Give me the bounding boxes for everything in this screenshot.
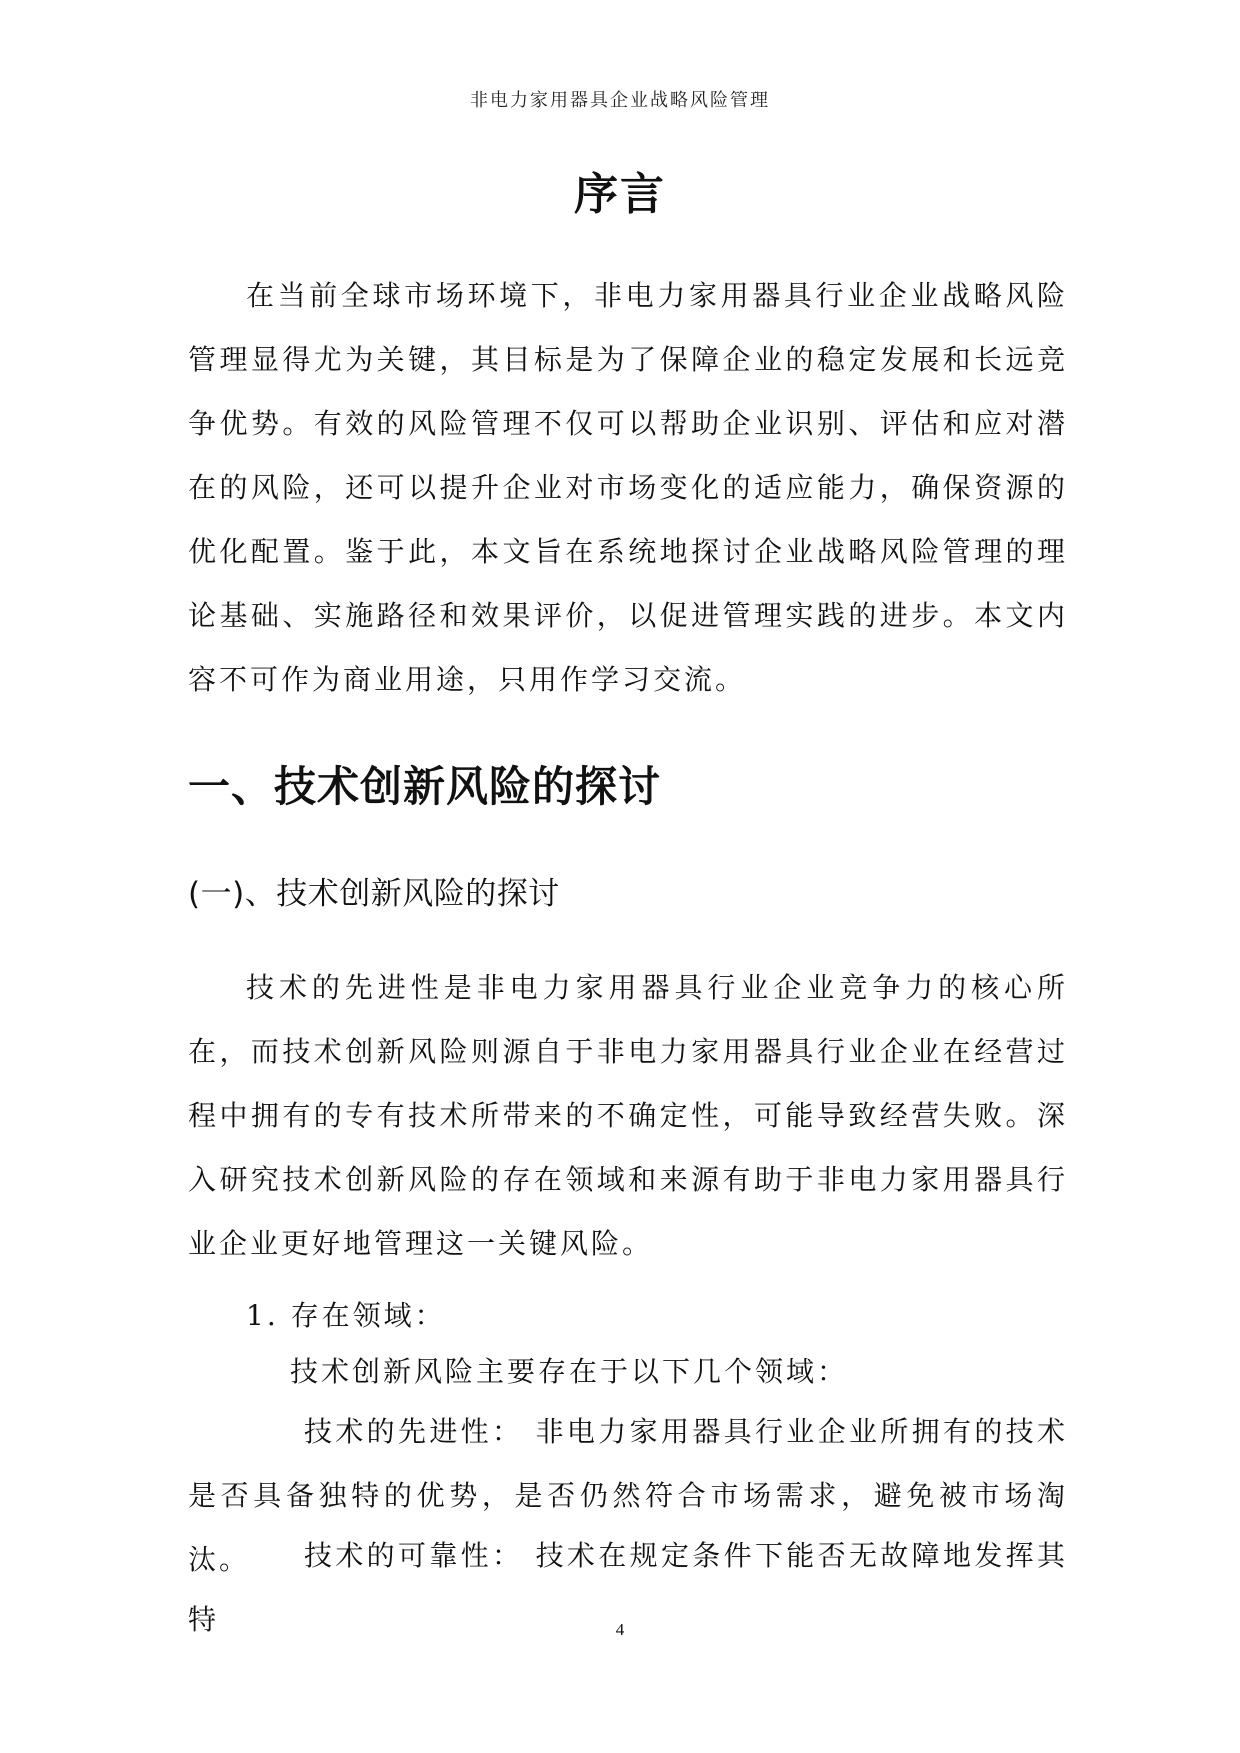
preface-paragraph: 在当前全球市场环境下，非电力家用器具行业企业战略风险管理显得尤为关键，其目标是为了保障企业的稳定发展和长远竞争优势。有效的风险管理不仅可以帮助企业识别、评估和应对潜在的风险，还可以提升企业对市场变化的适应能力，确保资源的优化配置。鉴于此，本文旨在系统地探讨企业战略风险管理的理论基础、实施路径和效果评价，以促进管理实践的进步。本文内容不可作为商业用途，只用作学习交流。 <box>188 279 1068 696</box>
list-item-label: 1. 存在领域： <box>246 1299 446 1332</box>
running-header: 非电力家用器具企业战略风险管理 <box>470 90 770 111</box>
point-paragraph-reliability: 技术的可靠性： 技术在规定条件下能否无故障地发挥其特 <box>188 1539 1068 1636</box>
section-heading: 一、技术创新风险的探讨 <box>188 762 662 811</box>
section-subheading: (一)、技术创新风险的探讨 <box>188 876 560 912</box>
list-item-intro: 技术创新风险主要存在于以下几个领域： <box>290 1355 849 1388</box>
page-number: 4 <box>615 1620 625 1639</box>
section-paragraph: 技术的先进性是非电力家用器具行业企业竞争力的核心所在，而技术创新风险则源自于非电力家用器具行业企业在经营过程中拥有的专有技术所带来的不确定性，可能导致经营失败。深入研究技术创新风险的存在领域和来源有助于非电力家用器具行业企业更好地管理这一关键风险。 <box>188 971 1068 1260</box>
page-title: 序言 <box>574 169 666 220</box>
point-paragraph-advancement: 技术的先进性： 非电力家用器具行业企业所拥有的技术是否具备独特的优势，是否仍然符合市场需求，避免被市场淘汰。 <box>188 1415 1068 1576</box>
